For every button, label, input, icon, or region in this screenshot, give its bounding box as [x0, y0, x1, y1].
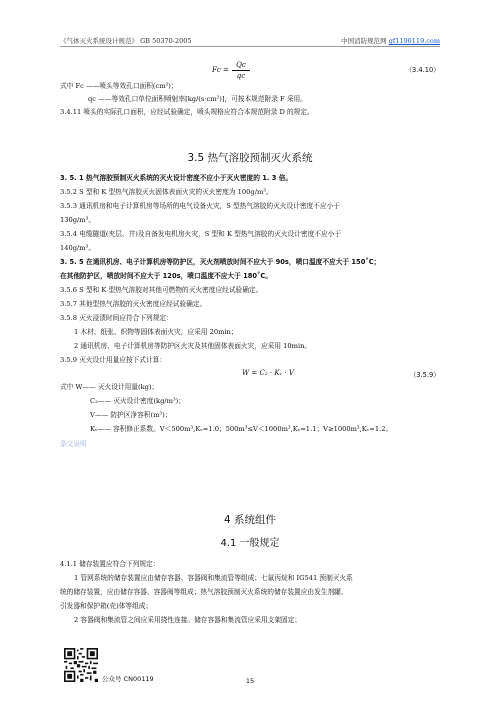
qr-caption: 公众号 CN00119: [102, 675, 154, 683]
formula-label: （3.4.10）: [405, 66, 440, 74]
clause-3-5-6: 3.5.6 S 型和 K 型热气溶胶对其他可燃物的灭火密度应经试验确定。: [60, 286, 263, 294]
formula-denominator: qc: [236, 72, 246, 80]
clause-3-4-11: 3.4.11 喷头的实际孔口面积，应经试验确定，喷头规格应符合本规范附录 D 的规定。: [60, 108, 314, 116]
section-title-3-5: 3.5 热气溶胶预制灭火系统: [187, 152, 313, 164]
list-item: 1 管网系统的储存装置应由储存容器、容器阀和集流管等组成；七氟丙烷和 IG541 预制灭火系: [74, 574, 353, 582]
formula-text: W = C₂ · Kᵥ · V: [242, 369, 294, 377]
fraction-bar: [232, 70, 250, 71]
where-v: V—— 防护区净容积(m³)；: [90, 411, 172, 419]
clause-3-5-8: 3.5.8 灭火浸渍时间应符合下列规定：: [60, 314, 173, 322]
section-title-4-1: 4.1 一般规定: [220, 538, 280, 549]
header-right: [341, 36, 440, 45]
list-item: 1 木材、纸张、织物等固体表面火灾，应采用 20min；: [74, 328, 238, 336]
clause-3-5-5: 3. 5. 5 在通讯机房、电子计算机房等防护区，灭火剂喷放时间不应大于 90s，喷口温度不应大于 150˚C；: [60, 258, 381, 266]
page-number: 15: [245, 677, 255, 685]
clause-3-5-4-cont: 140g/m³。: [60, 244, 96, 252]
header-link[interactable]: gf1190119.com: [388, 37, 440, 45]
where-c2: C₂—— 灭火设计密度(kg/m³)；: [90, 397, 185, 405]
formula-fraction: [232, 61, 250, 80]
header-left: 《气体灭火系统设计规范》 GB 50370-2005: [60, 37, 192, 45]
list-item-cont: 引发器和保护箱(壳)体等组成；: [60, 602, 153, 610]
clause-3-5-2: 3.5.2 S 型和 K 型热气溶胶灭火固体表面火灾的灭火密度为 100g/m³。: [60, 188, 273, 196]
where-w: 式中 W—— 灭火设计用量(kg)；: [60, 383, 159, 391]
clause-3-5-9: 3.5.9 灭火设计用量应按下式计算：: [60, 356, 167, 364]
where-kv: Kᵥ—— 容积修正系数。V＜500m³,Kᵥ=1.0；500m³≤V＜1000m³,Kᵥ=1.1；V≥1000m³,Kᵥ=1.2。: [90, 425, 393, 433]
clause-3-5-7: 3.5.7 其他型热气溶胶的灭火密度应经试验确定。: [60, 300, 207, 308]
where-qc: qc ——等效孔口单位面积喷射率[kg/(s·cm²)]，可按本规范附录 F 采用。: [88, 95, 307, 103]
list-item-cont: 统的储存装置，应由储存容器、容器阀等组成；热气溶胶预制灭火系统的储存装置应由发生剂罐、: [60, 588, 348, 596]
clause-3-5-5-cont: 在其他防护区，喷放时间不应大于 120s，喷口温度不应大于 180˚C。: [60, 272, 272, 280]
list-item: 2 通讯机房、电子计算机房等防护区火灾及其他固体表面火灾，应采用 10min。: [74, 342, 312, 350]
formula-numerator: Qc: [236, 61, 246, 69]
chapter-title-4: 4 系统组件: [223, 514, 277, 526]
clause-3-5-4: 3.5.4 电缆隧道(夹层、井)及自备发电机房火灾，S 型和 K 型热气溶胶的灭火设计密度不应小于: [60, 230, 342, 238]
clause-3-5-3-cont: 130g/m³。: [60, 216, 96, 224]
clause-3-5-1: 3. 5. 1 热气溶胶预制灭火系统的灭火设计密度不应小于灭火密度的 1. 3 倍。: [60, 174, 293, 182]
commentary-link[interactable]: 条文说明: [60, 440, 87, 448]
formula-lhs: Fc =: [212, 66, 229, 74]
where-fc: 式中 Fc ——喷头等效孔口面积(cm²)；: [60, 82, 178, 90]
clause-3-5-3: 3.5.3 通讯机房和电子计算机房等场所的电气设备火灾，S 型热气溶胶的灭火设计密度不应小于: [60, 202, 340, 210]
list-item: 2 容器阀和集流管之间应采用挠性连接。储存容器和集流管应采用支架固定；: [74, 616, 302, 624]
header-site-name: 中国消防规范网: [341, 37, 389, 45]
header-rule: [60, 46, 440, 47]
formula-label: （3.5.9）: [409, 371, 440, 379]
clause-4-1-1: 4.1.1 储存装置应符合下列规定：: [60, 560, 160, 568]
